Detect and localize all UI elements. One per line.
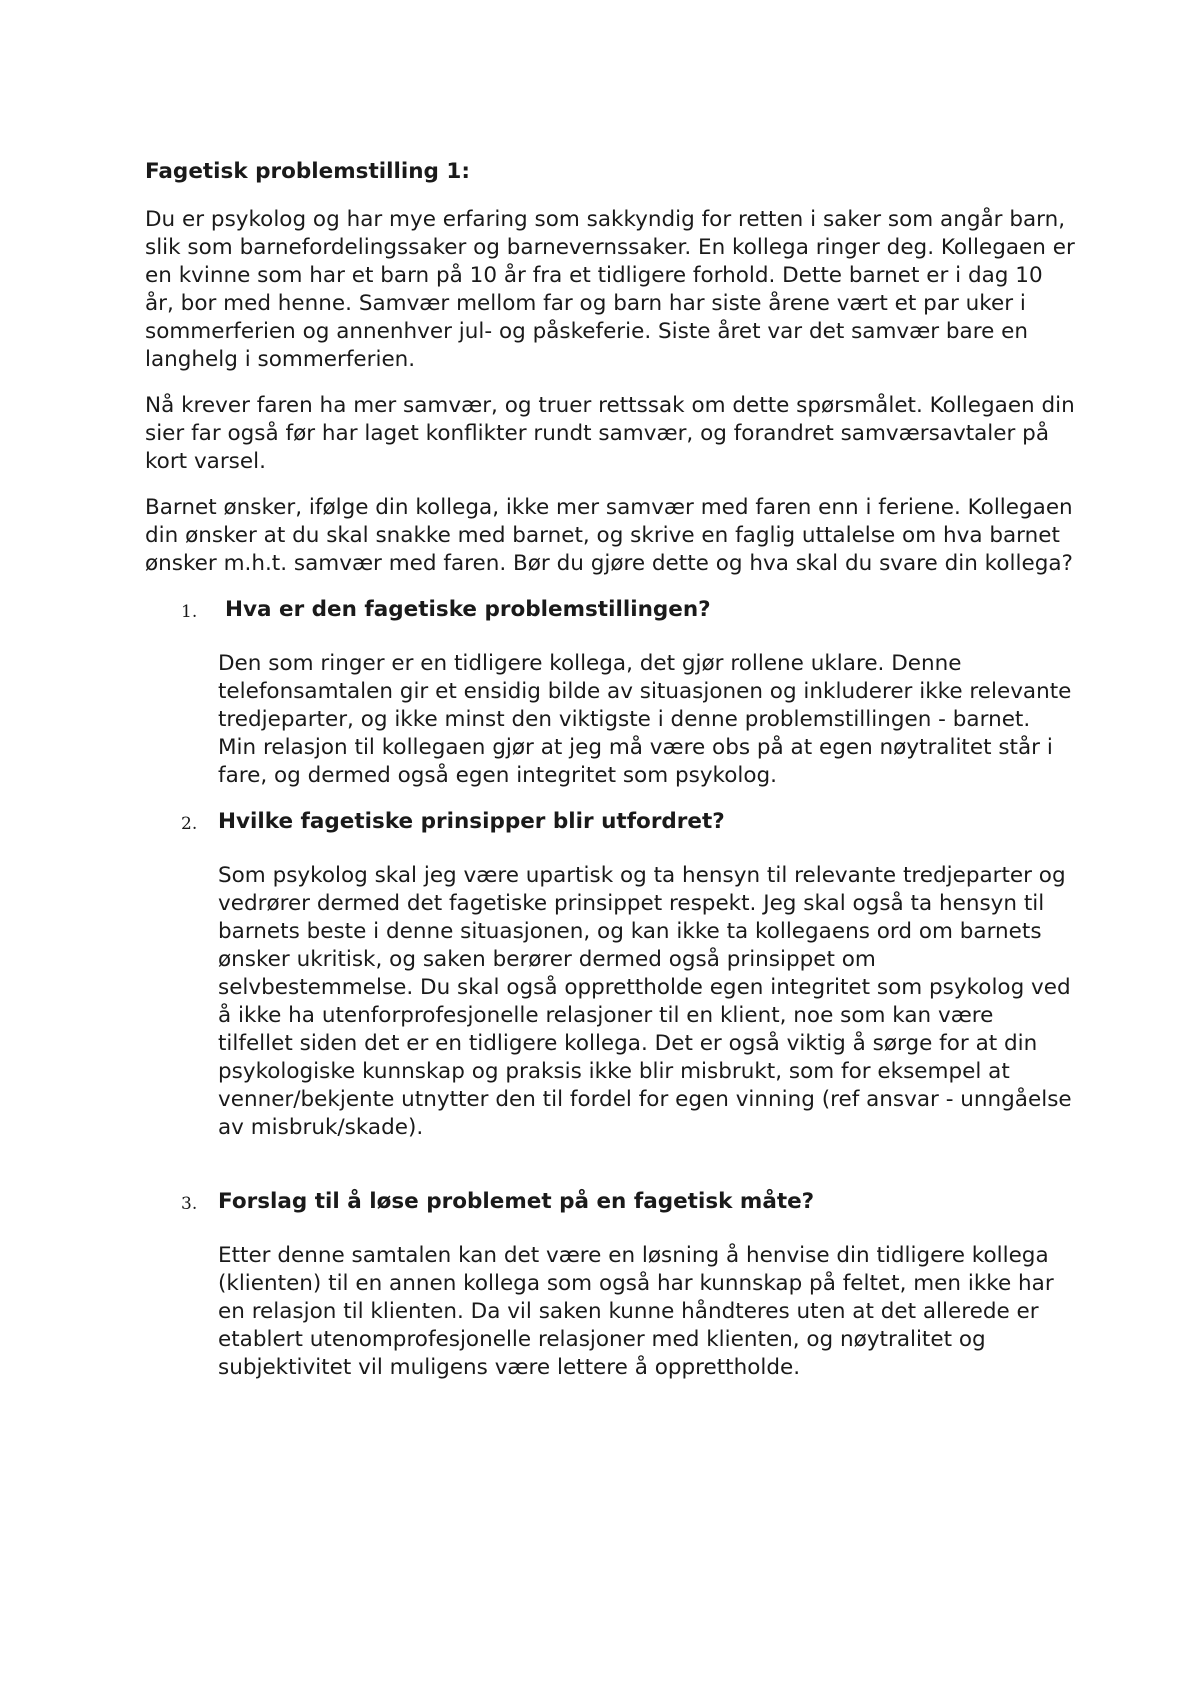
question-title: Hva er den fagetiske problemstillingen?	[225, 597, 711, 622]
question-answer: Den som ringer er en tidligere kollega, det gjør rollene uklare. Denne telefonsamtalen gir et ensidig bilde av situasjonen og inkluderer ikke relevante tredjeparter, og ikke minst den viktigste i denne problemstillingen - barnet. Min relasjon til kollegaen gjør at jeg må være obs på at egen nøytralitet står i fare, og dermed også egen integritet som psykolog.	[218, 651, 1072, 788]
question-number: 1.	[181, 602, 198, 622]
intro-paragraph: Du er psykolog og har mye erfaring som sakkyndig for retten i saker som angår barn, slik som barnefordelingssaker og barnevernssaker. En kollega ringer deg. Kollegaen er en kvinne som har et barn på 10 år fra et tidligere forhold. Dette barnet er i dag 10 år, bor med henne. Samvær mellom far og barn har siste årene vært et par uker i sommerferien og annenhver jul- og påskeferie. Siste året var det samvær bare en langhelg i sommerferien.	[145, 207, 1075, 372]
question-item	[145, 808, 1075, 1142]
question-item	[145, 596, 1075, 790]
question-answer: Som psykolog skal jeg være upartisk og ta hensyn til relevante tredjeparter og vedrører dermed det fagetiske prinsippet respekt. Jeg skal også ta hensyn til barnets beste i denne situasjonen, og kan ikke ta kollegaens ord om barnets ønsker ukritisk, og saken berører dermed også prinsippet om selvbestemmelse. Du skal også opprettholde egen integritet som psykolog ved å ikke ha utenforprofesjonelle relasjoner til en klient, noe som kan være tilfellet siden det er en tidligere kollega. Det er også viktig å sørge for at din psykologiske kunnskap og praksis ikke blir misbrukt, som for eksempel at venner/bekjente utnytter den til fordel for egen vinning (ref ansvar - unngåelse av misbruk/skade).	[218, 863, 1072, 1140]
document-page	[145, 158, 1075, 1382]
question-title: Forslag til å løse problemet på en fagetisk måte?	[218, 1189, 815, 1214]
question-list	[145, 596, 1075, 1382]
document-title: Fagetisk problemstilling 1:	[145, 159, 470, 184]
question-number: 3.	[181, 1194, 198, 1214]
claim-paragraph: Nå krever faren ha mer samvær, og truer rettssak om dette spørsmålet. Kollegaen din sier far også før har laget konflikter rundt samvær, og forandret samværsavtaler på kort varsel.	[145, 393, 1075, 474]
request-paragraph: Barnet ønsker, ifølge din kollega, ikke mer samvær med faren enn i feriene. Kollegaen din ønsker at du skal snakke med barnet, og skrive en faglig uttalelse om hva barnet ønsker m.h.t. samvær med faren. Bør du gjøre dette og hva skal du svare din kollega?	[145, 495, 1073, 576]
question-item	[145, 1188, 1075, 1382]
question-answer: Etter denne samtalen kan det være en løsning å henvise din tidligere kollega (klienten) til en annen kollega som også har kunnskap på feltet, men ikke har en relasjon til klienten. Da vil saken kunne håndteres uten at det allerede er etablert utenomprofesjonelle relasjoner med klienten, og nøytralitet og subjektivitet vil muligens være lettere å opprettholde.	[218, 1243, 1054, 1380]
question-number: 2.	[181, 814, 198, 834]
question-title: Hvilke fagetiske prinsipper blir utfordret?	[218, 809, 725, 834]
